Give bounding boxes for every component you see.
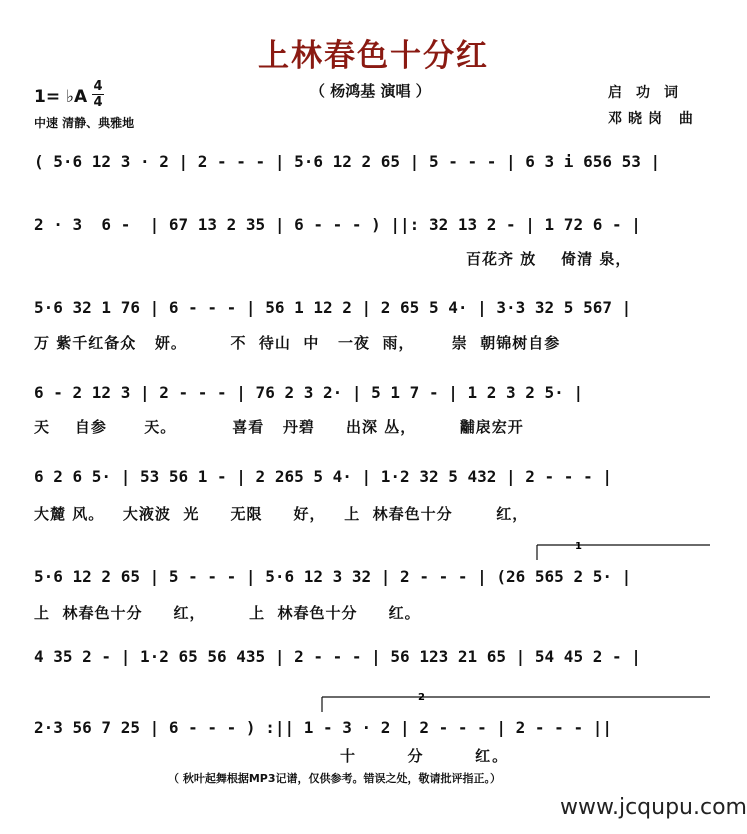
- lyricist-credit: 启功词: [608, 85, 692, 101]
- notation-line-2: 2 · 3 6 - | 67 13 2 35 | 6 - - - ) ||: 32 13 2 - | 1 72 6 - |: [34, 215, 641, 234]
- lyric-line-5: 大麓 风。 大液波 光 无限 好， 上 林春色十分 红，: [34, 505, 529, 523]
- notation-line-1: ( 5·6 12 3 · 2 | 2 - - - | 5·6 12 2 65 | 5 - - - | 6 3 i 656 53 |: [34, 152, 661, 171]
- lyric-line-8: 十 分 红。: [340, 747, 510, 765]
- lyric-line-4: 天 自参 天。 喜看 丹碧 出深 丛， 黼扆宏开: [34, 418, 524, 436]
- volta-1-label: 1: [575, 541, 582, 552]
- time-signature: [92, 80, 104, 109]
- notation-line-3: 5·6 32 1 76 | 6 - - - | 56 1 12 2 | 2 65 5 4· | 3·3 32 5 567 |: [34, 298, 632, 317]
- key-signature: 1= ♭A: [34, 87, 88, 107]
- lyric-line-3: 万 紫千红备众 妍。 不 待山 中 一夜 雨， 崇 朝锦树自参: [34, 334, 561, 352]
- tempo-marking: 中速 清静、典雅地: [34, 116, 135, 130]
- notation-line-7: 4 35 2 - | 1·2 65 56 435 | 2 - - - | 56 123 21 65 | 54 45 2 - |: [34, 647, 641, 666]
- lyric-line-2: 百花齐 放 倚清 泉，: [466, 250, 632, 268]
- meter-bottom: 4: [93, 95, 103, 110]
- composer-credit: 邓晓岗 曲: [608, 111, 699, 127]
- lyric-line-6: 上 林春色十分 红， 上 林春色十分 红。: [34, 604, 421, 622]
- transcription-note: （ 秋叶起舞根据MP3记谱，仅供参考。错误之处，敬请批评指正。）: [168, 772, 501, 785]
- notation-line-5: 6 2 6 5· | 53 56 1 - | 2 265 5 4· | 1·2 32 5 432 | 2 - - - |: [34, 467, 612, 486]
- song-title: 上林春色十分红: [258, 38, 489, 74]
- site-watermark: www.jcqupu.com: [560, 795, 747, 820]
- performer-credit: （ 杨鸿基 演唱 ）: [310, 82, 431, 100]
- meter-top: 4: [93, 79, 103, 94]
- notation-line-4: 6 - 2 12 3 | 2 - - - | 76 2 3 2· | 5 1 7 - | 1 2 3 2 5· |: [34, 383, 584, 402]
- notation-line-6: 5·6 12 2 65 | 5 - - - | 5·6 12 3 32 | 2 - - - | (26 565 2 5· |: [34, 567, 632, 586]
- volta-2-label: 2: [418, 692, 425, 703]
- notation-line-8: 2·3 56 7 25 | 6 - - - ) :|| 1 - 3 · 2 | 2 - - - | 2 - - - ||: [34, 718, 612, 737]
